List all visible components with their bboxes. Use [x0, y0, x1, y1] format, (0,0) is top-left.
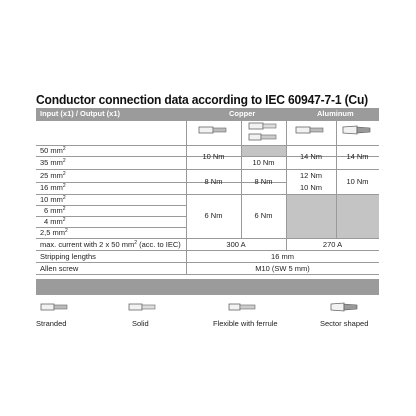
- stranded-conductor-icon: [40, 302, 70, 312]
- stranded-conductor-icon: [295, 124, 327, 136]
- row-label-50: 50 $mm^2$: [40, 146, 66, 155]
- torque-al-sector-25-16: 10 Nm: [346, 177, 369, 186]
- torque-al-flex-16: 10 Nm: [299, 183, 323, 192]
- torque-cu-stranded-10-2-5: 6 Nm: [204, 211, 223, 220]
- row-label-6: 6 $mm^2$: [44, 206, 66, 215]
- row-divider: [36, 250, 379, 251]
- col-divider: [186, 121, 187, 274]
- legend-flexible-ferrule: Flexible with ferrule: [213, 319, 278, 328]
- torque-al-flex-50-35: 14 Nm: [299, 152, 323, 161]
- row-divider: [36, 262, 379, 263]
- torque-al-sector-50-35: 14 Nm: [346, 152, 369, 161]
- flexible-ferrule-icon: [228, 302, 258, 312]
- sector-shaped-icon: [330, 301, 360, 313]
- torque-cu-solid-25-16: 8 Nm: [254, 177, 273, 186]
- row-divider: [36, 194, 379, 195]
- legend-solid: Solid: [132, 319, 149, 328]
- torque-cu-solid-35: 10 Nm: [252, 158, 275, 167]
- torque-cu-solid-10-2-5: 6 Nm: [254, 211, 273, 220]
- solid-conductor-icon: [128, 302, 158, 312]
- row-divider: [36, 169, 379, 170]
- row-divider: [36, 145, 379, 146]
- max-current-copper: 300 A: [226, 240, 246, 249]
- allen-screw-label: Allen screw: [40, 264, 79, 273]
- row-label-10: 10 $mm^2$: [40, 195, 66, 204]
- row-label-2-5: 2,5 $mm^2$: [40, 228, 68, 237]
- torque-cu-stranded-50-35: 10 Nm: [202, 152, 225, 161]
- row-label-25: 25 $mm^2$: [40, 171, 66, 180]
- torque-al-flex-25: 12 Nm: [299, 171, 323, 180]
- max-current-aluminum: 270 A: [322, 240, 343, 249]
- stripping-label: Stripping lengths: [40, 252, 96, 261]
- row-label-16: 16 $mm^2$: [40, 183, 66, 192]
- legend-stranded: Stranded: [36, 319, 67, 328]
- solid-conductor-icon: [248, 122, 280, 131]
- header-copper: Copper: [229, 109, 256, 118]
- legend-sector-shaped: Sector shaped: [320, 319, 369, 328]
- stranded-conductor-icon: [198, 124, 230, 136]
- flexible-ferrule-icon: [248, 133, 280, 142]
- torque-cu-stranded-25-16: 8 Nm: [204, 177, 223, 186]
- header-input-output: Input (x1) / Output (x1): [40, 109, 120, 118]
- row-label-35: 35 $mm^2$: [40, 158, 66, 167]
- page-title: Conductor connection data according to IEC 60947-7-1 (Cu): [36, 92, 368, 107]
- stripping-value: 16 mm: [271, 252, 294, 261]
- row-divider: [36, 238, 379, 239]
- legend-header-bar: [36, 279, 379, 295]
- max-current-label: max. current with 2 x 50 $mm^2$ (acc. to IEC): [40, 240, 181, 249]
- sector-shaped-icon: [342, 124, 374, 136]
- allen-screw-value: M10 (SW 5 mm): [255, 264, 310, 273]
- row-divider: [36, 274, 379, 275]
- row-label-4: 4 $mm^2$: [44, 217, 66, 226]
- na-cell-aluminum-small: [286, 194, 379, 238]
- header-aluminum: Aluminum: [317, 109, 354, 118]
- na-cell-cu-solid-50: [241, 145, 286, 156]
